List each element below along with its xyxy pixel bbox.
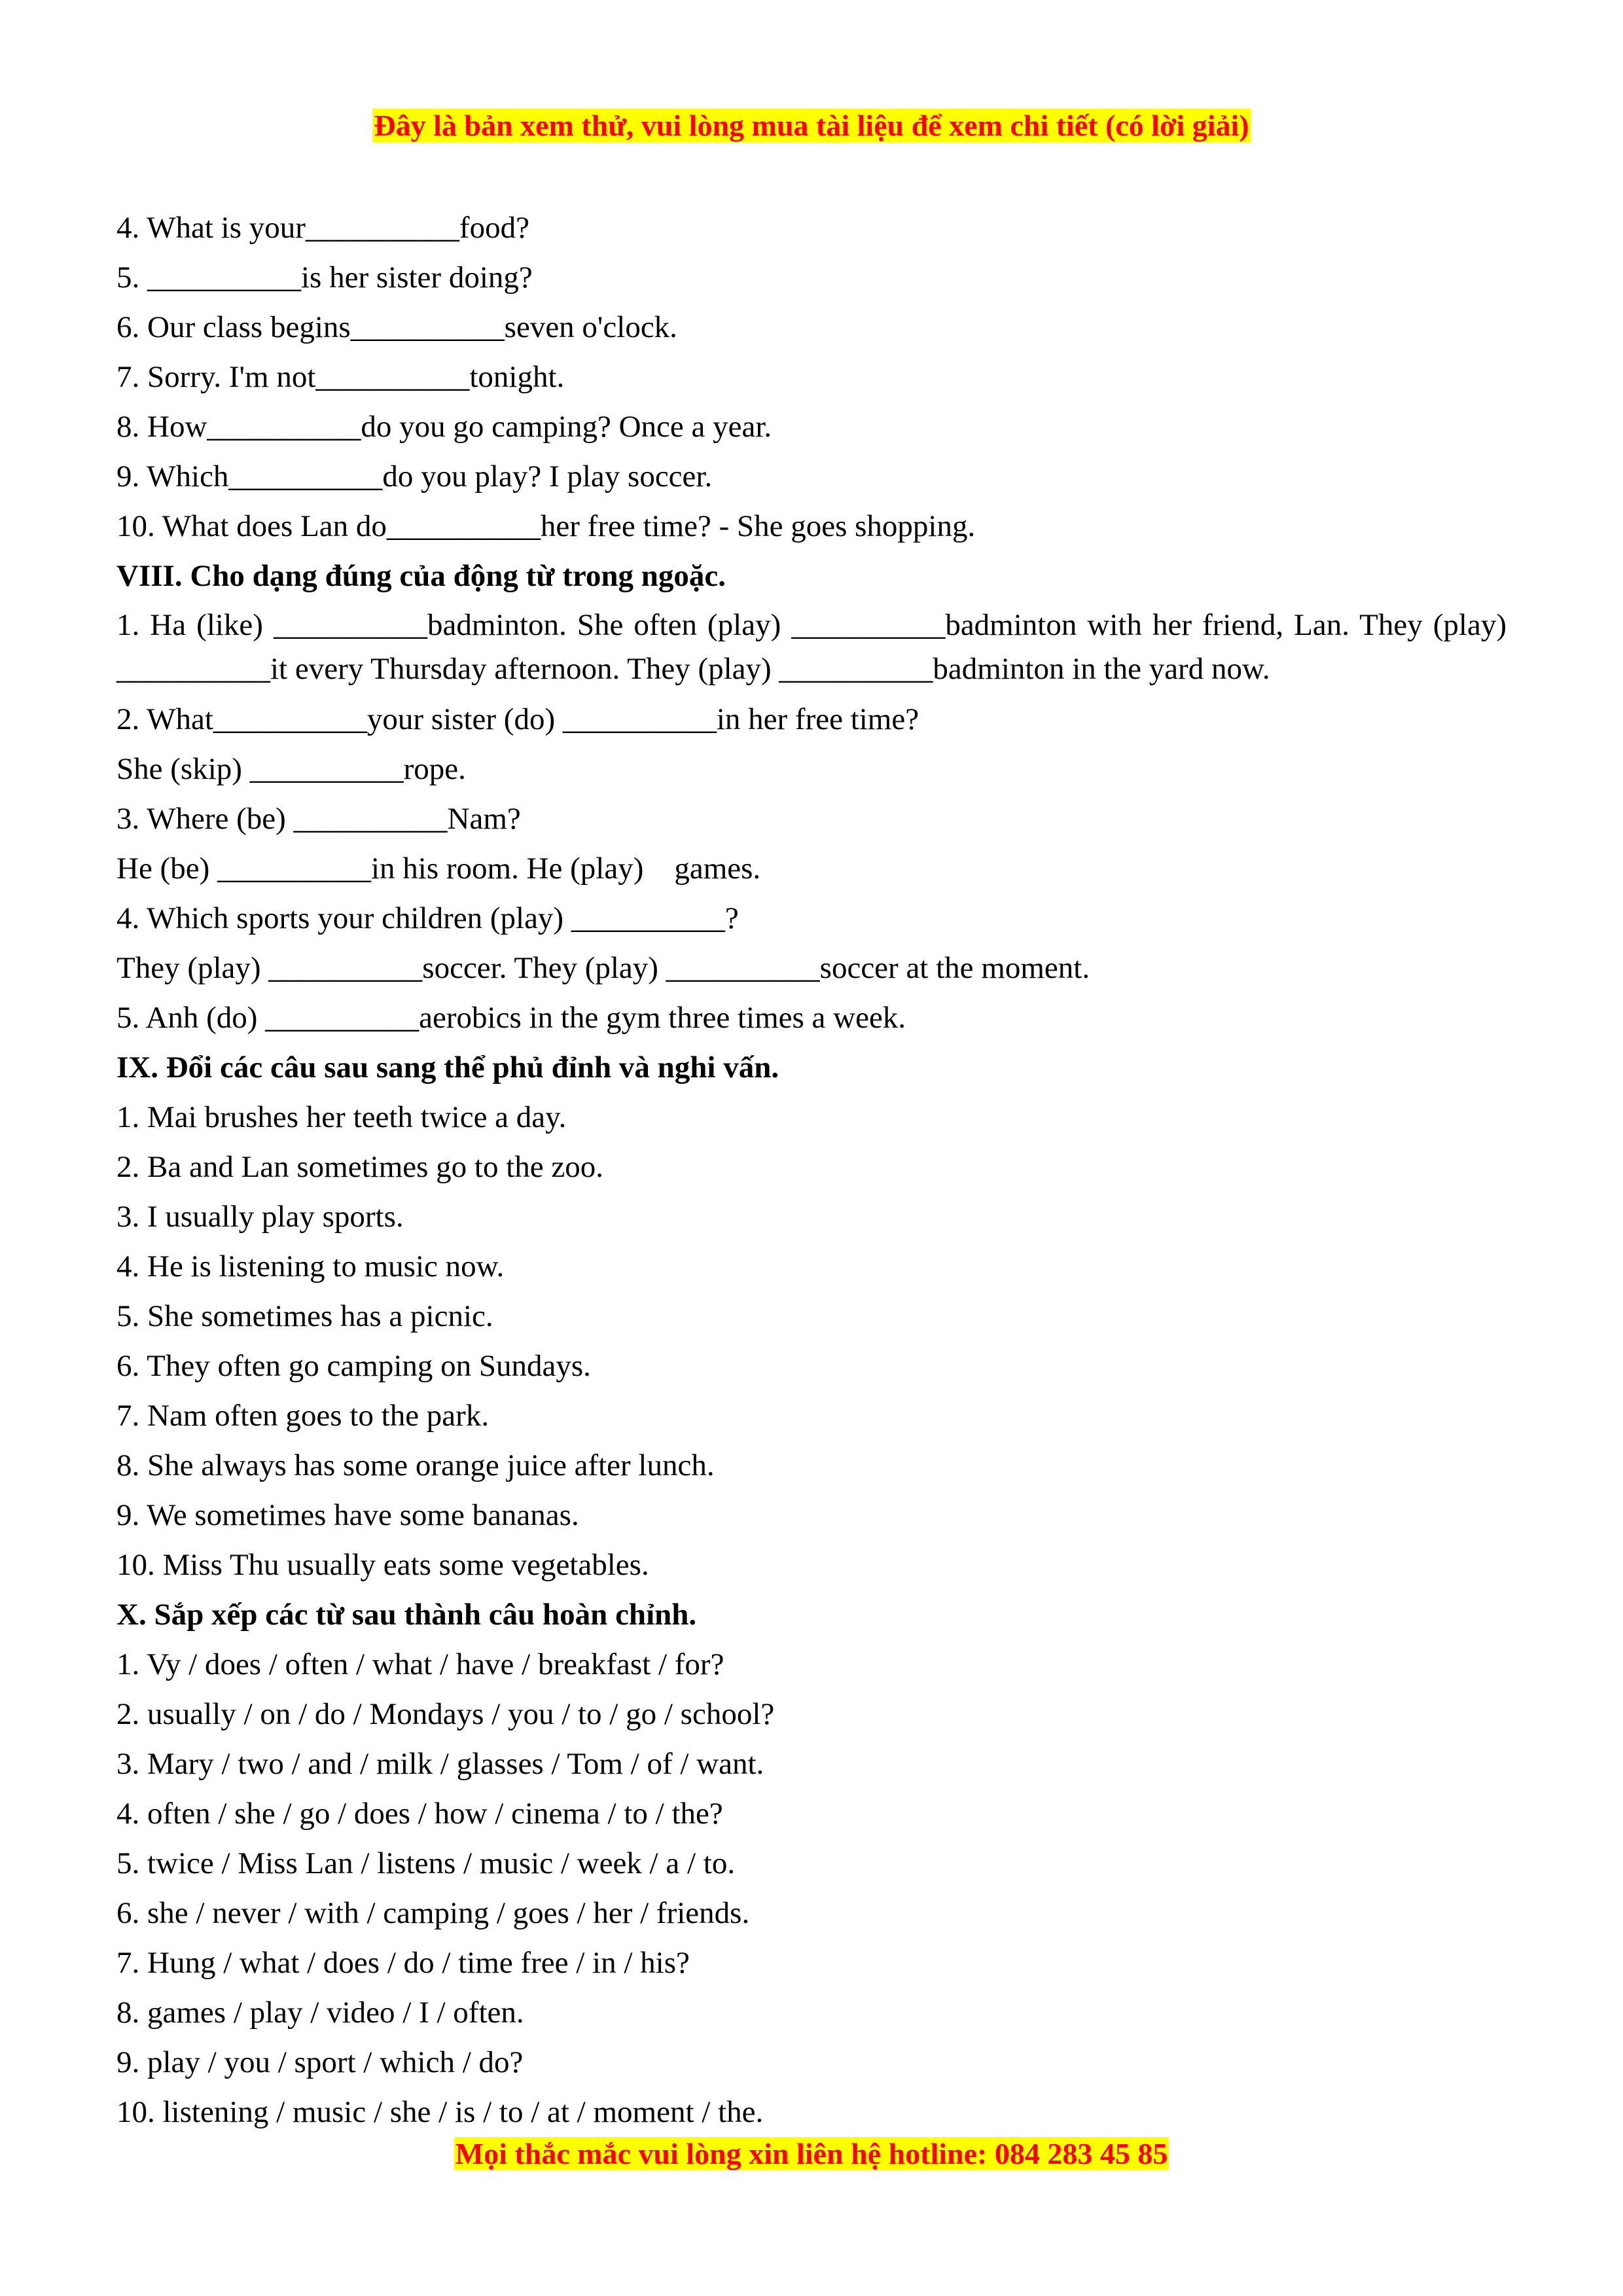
exercise-item: 4. Which sports your children (play) __________?	[116, 901, 739, 935]
exercise-item: 5. twice / Miss Lan / listens / music / week / a / to.	[116, 1846, 736, 1880]
exercise-item: 9. We sometimes have some bananas.	[116, 1498, 579, 1532]
exercise-item: 10. What does Lan do__________her free time? - She goes shopping.	[116, 509, 976, 543]
exercise-item: 4. often / she / go / does / how / cinema / to / the?	[116, 1797, 723, 1831]
exercise-item: 8. games / play / video / I / often.	[116, 1996, 524, 2030]
exercise-item: 3. Where (be) __________Nam?	[116, 802, 521, 836]
exercise-item: 8. How__________do you go camping? Once a year.	[116, 410, 772, 444]
exercise-item: 5. She sometimes has a picnic.	[116, 1299, 493, 1333]
exercise-item: 3. I usually play sports.	[116, 1200, 404, 1234]
exercise-item: 1. Vy / does / often / what / have / breakfast / for?	[116, 1647, 724, 1681]
section-heading-ix: IX. Đổi các câu sau sang thể phủ đỉnh và nghi vấn.	[116, 1050, 779, 1085]
exercise-item: 10. Miss Thu usually eats some vegetables.	[116, 1548, 649, 1582]
exercise-item: 2. usually / on / do / Mondays / you / to / go / school?	[116, 1697, 775, 1731]
exercise-item: 6. she / never / with / camping / goes / her / friends.	[116, 1896, 750, 1930]
preview-banner-text: Đây là bản xem thử, vui lòng mua tài liệu để xem chi tiết (có lời giải)	[374, 109, 1249, 142]
exercise-item: 8. She always has some orange juice after lunch.	[116, 1448, 715, 1482]
exercise-item: 9. Which__________do you play? I play soccer.	[116, 459, 713, 493]
hotline-banner	[0, 2136, 1623, 2172]
exercise-item: 7. Nam often goes to the park.	[116, 1399, 490, 1433]
exercise-item: 6. Our class begins__________seven o'clock.	[116, 310, 677, 344]
exercise-item: She (skip) __________rope.	[116, 752, 466, 786]
exercise-item: 10. listening / music / she / is / to / at / moment / the.	[116, 2095, 764, 2129]
exercise-item: 6. They often go camping on Sundays.	[116, 1349, 591, 1383]
exercise-item: 9. play / you / sport / which / do?	[116, 2045, 524, 2079]
exercise-item: 7. Hung / what / does / do / time free / in / his?	[116, 1946, 690, 1980]
exercise-item: 4. What is your__________food?	[116, 211, 529, 245]
exercise-item: 4. He is listening to music now.	[116, 1249, 505, 1283]
exercise-item: 2. Ba and Lan sometimes go to the zoo.	[116, 1150, 604, 1184]
worksheet-content	[116, 203, 1507, 2137]
exercise-item-paragraph: 1. Ha (like) __________badminton. She often (play) __________badminton with her friend, Lan. They (play) __________it every Thursday afternoon. They (play) __________badminton in the yard now.	[116, 608, 1507, 686]
exercise-item: 3. Mary / two / and / milk / glasses / Tom / of / want.	[116, 1747, 764, 1781]
exercise-item: 1. Mai brushes her teeth twice a day.	[116, 1100, 567, 1134]
preview-banner	[0, 107, 1623, 144]
exercise-item: 2. What__________your sister (do) __________in her free time?	[116, 702, 919, 736]
section-heading-x: X. Sắp xếp các từ sau thành câu hoàn chỉnh.	[116, 1598, 697, 1632]
exercise-item: They (play) __________soccer. They (play) __________soccer at the moment.	[116, 951, 1090, 985]
hotline-banner-text: Mọi thắc mắc vui lòng xin liên hệ hotline: 084 283 45 85	[455, 2137, 1168, 2170]
exercise-item: 5. __________is her sister doing?	[116, 260, 533, 295]
exercise-item: 5. Anh (do) __________aerobics in the gym three times a week.	[116, 1001, 906, 1035]
exercise-item: 7. Sorry. I'm not__________tonight.	[116, 360, 565, 394]
section-heading-viii: VIII. Cho dạng đúng của động từ trong ngoặc.	[116, 559, 726, 593]
exercise-item: He (be) __________in his room. He (play) games.	[116, 852, 761, 886]
